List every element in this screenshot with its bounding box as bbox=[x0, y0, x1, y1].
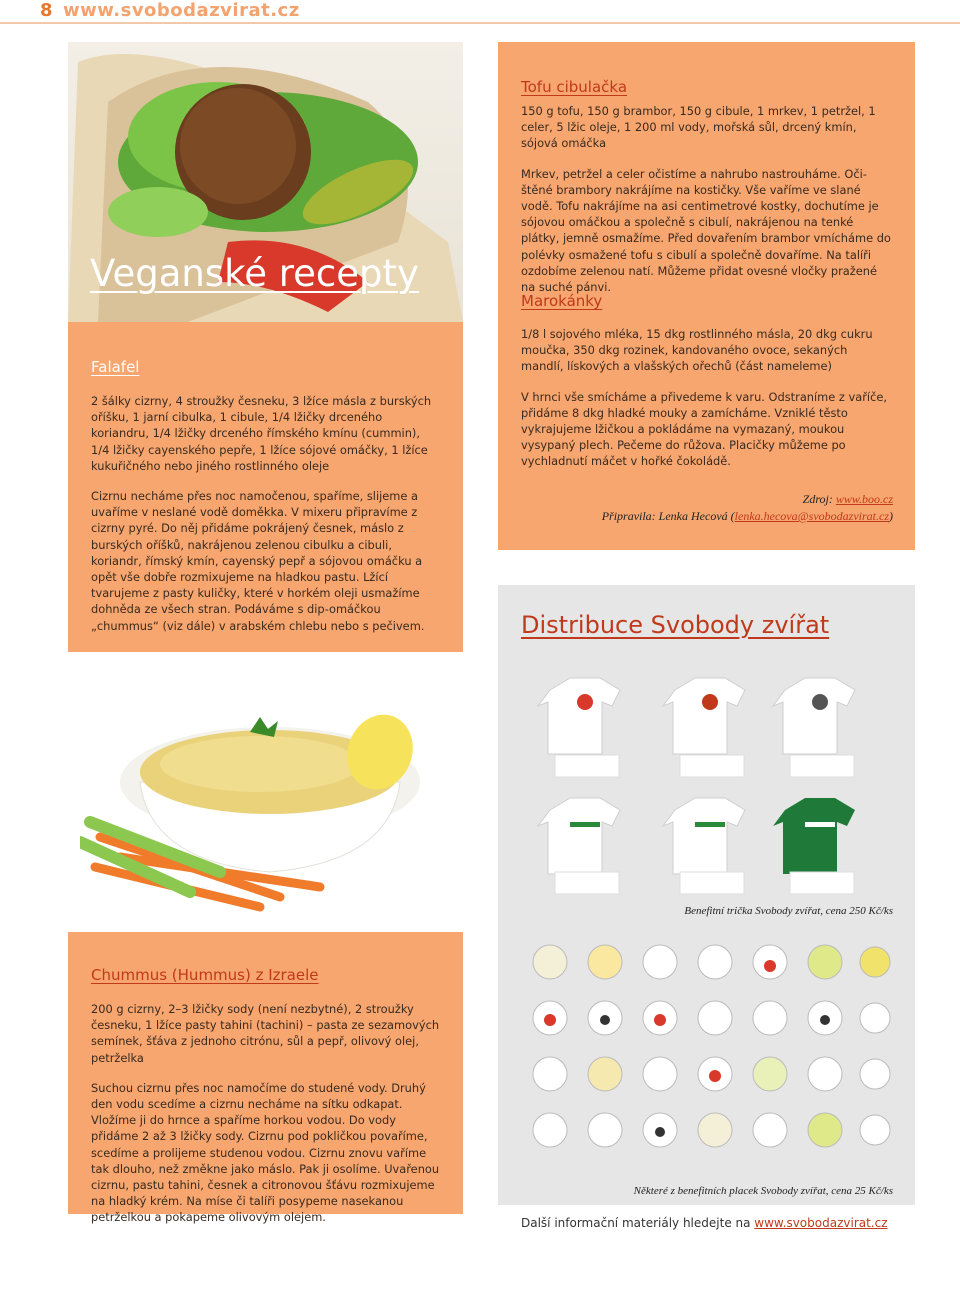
info-link[interactable]: www.svobodazvirat.cz bbox=[754, 1216, 888, 1230]
chummus-text bbox=[91, 1001, 441, 1240]
marokanky-ingredients: 1/8 l sojového mléka, 15 dkg rostlinného másla, 20 dkg cukru moučka, 350 dkg rozinek, kandovaného ovoce, sekaných mandlí, lískových a vlašských ořechů (část nameleme) bbox=[521, 327, 873, 374]
hummus-photo bbox=[80, 672, 460, 912]
page-title: Veganské recepty bbox=[90, 252, 419, 295]
prepared-email[interactable]: lenka.hecova@svobodazvirat.cz bbox=[734, 509, 889, 523]
info-text: Další informační materiály hledejte na bbox=[521, 1216, 755, 1230]
falafel-text bbox=[91, 393, 441, 648]
source-link[interactable]: www.boo.cz bbox=[835, 492, 893, 506]
page-number: 8 bbox=[40, 0, 54, 21]
marokanky-credit bbox=[521, 491, 893, 525]
prepared-end: ) bbox=[889, 509, 893, 523]
source-line bbox=[521, 491, 893, 508]
prepared-line bbox=[521, 508, 893, 525]
falafel-method: Cizrnu necháme přes noc namočenou, spaříme, slijeme a uvaříme v neslané vodě doměkka. V mixeru připravíme z cizrny pyré. Do něj přidáme pokrájený česnek, máslo z burských oříšků, nakrájenou zelenou cibulku a cibuli, koriandr, římský kmín, cayenský pepř a sójovou omáčku a opět vše dobře rozmixujeme na hladkou pastu. Lžící tvarujeme z pasty kuličky, které v horkém oleji usmažíme dohněda ze všech stran. Podáváme s dip-omáčkou „chummus“ (viz dále) v arabském chlebu nebo s pečivem. bbox=[91, 489, 425, 633]
badges-caption: Některé z benefitních placek Svobody zvířat, cena 25 Kč/ks bbox=[633, 1185, 893, 1197]
tofu-ingredients: 150 g tofu, 150 g brambor, 150 g cibule, 1 mrkev, 1 petržel, 1 celer, 5 lžic oleje, 1 200 ml vody, mořská sůl, drcený kmín, sójová omáčka bbox=[521, 104, 876, 151]
tofu-text bbox=[521, 103, 893, 309]
tofu-method: Mrkev, petržel a celer očistíme a nahrubo nastrouháme. Očištěné brambory nakrájíme na kostičky. Vše vaříme ve slané vodě. Tofu nakrájíme na asi centimetrové kostky, dochutíme je sójovou omáčkou a společně s cibulí, nakrájenou na tenké plátky, jemně osmažíme. Před dovařením brambor vmícháme do polévky osmažené tofu s cibulí a společně dovaříme. Na talíři ozdobíme zelenou natí. Můžeme přidat ovesné vločky pražené na suché pánvi. bbox=[521, 166, 891, 295]
header-rule bbox=[0, 22, 960, 24]
marokanky-title: Marokánky bbox=[521, 292, 603, 310]
falafel-ingredients: 2 šálky cizrny, 4 stroužky česneku, 3 lžíce másla z burských oříšku, 1 jarní cibulka, 1 cibule, 1/4 lžičky drceného koriandru, 1/4 lžičky drceného římského kmínu (cummin), 1/4 lžičky cayenského pepře, 1 lžíce sójové omáčky, 1 lžíce kukuřičného nebo jiného rostlinného oleje bbox=[91, 394, 432, 473]
tshirts-caption: Benefitní trička Svobody zvířat, cena 250 Kč/ks bbox=[684, 905, 893, 917]
tshirts-image bbox=[530, 660, 890, 900]
site-url[interactable]: www.svobodazvirat.cz bbox=[63, 0, 300, 21]
info-line bbox=[521, 1216, 888, 1230]
falafel-title: Falafel bbox=[91, 358, 140, 376]
page-header bbox=[40, 0, 300, 21]
chummus-ingredients: 200 g cizrny, 2–3 lžičky sody (není nezbytné), 2 stroužky česneku, 1 lžíce pasty tahini (tachini) – pasta ze sezamových semínek, šťáva z jednoho citrónu, sůl a pepř, olivový olej, petrželka bbox=[91, 1002, 440, 1065]
prepared-label: Připravila: Lenka Hecová ( bbox=[601, 509, 735, 523]
tofu-title: Tofu cibulačka bbox=[521, 78, 628, 96]
chummus-method: Suchou cizrnu přes noc namočíme do studené vody. Druhý den vodu scedíme a cizrnu necháme na sítku odkapat. Vložíme ji do hrnce a spaříme horkou vodou. Do vody přidáme 2 až 3 lžičky sody. Cizrnu pod pokličkou povaříme, scedíme a prolijeme studenou vodou. Cizrnu znovu vaříme tak dlouho, než změkne jako máslo. Pak ji osolíme. Uvařenou cizrnu, pastu tahini, česnek a citronovou šťávu rozmixujeme na hladký krém. Na míse či talíři posypeme nasekanou petrželkou a pokapeme olivovým olejem. bbox=[91, 1080, 440, 1225]
badges-image bbox=[520, 940, 892, 1180]
chummus-title: Chummus (Hummus) z Izraele bbox=[91, 966, 319, 984]
marokanky-text bbox=[521, 326, 893, 484]
marokanky-method: V hrnci vše smícháme a přivedeme k varu. Odstraníme z vaříče, přidáme 8 dkg hladké mouky a zamícháme. Vzniklé těsto vykrajujeme lžičkou a pokládáme na vymazaný, moukou vysypaný plech. Pečeme do růžova. Placičky můžeme po vychladnutí máčet v hořké čokoládě. bbox=[521, 389, 887, 469]
source-label: Zdroj: bbox=[802, 492, 833, 506]
distribution-title: Distribuce Svobody zvířat bbox=[521, 611, 830, 639]
